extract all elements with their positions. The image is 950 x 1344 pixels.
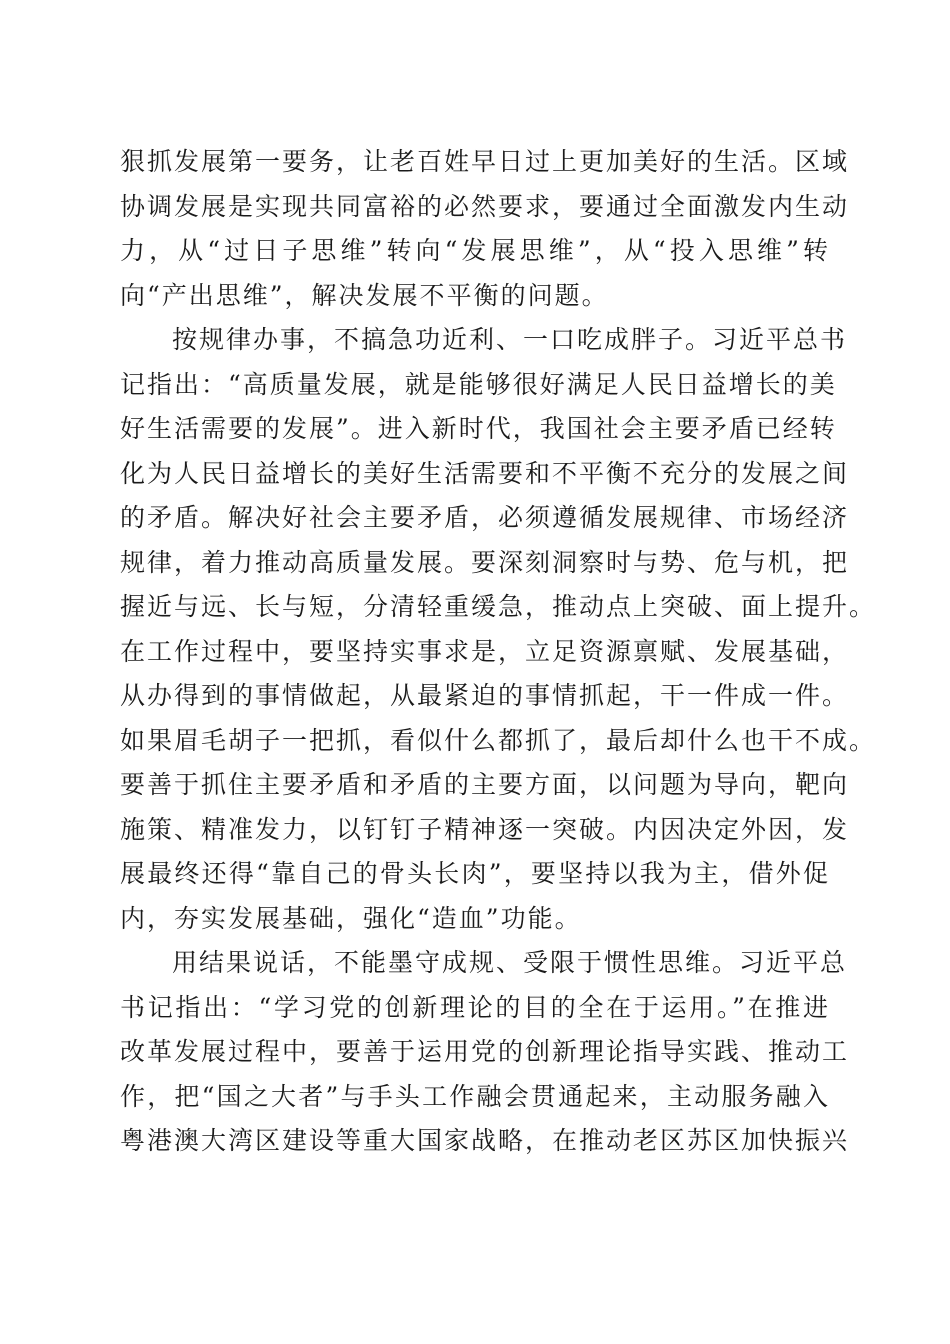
text-line: 改革发展过程中，要善于运用党的创新理论指导实践、推动工 (120, 1037, 850, 1066)
text-line: 握近与远、长与短，分清轻重缓急，推动点上突破、面上提升。 (120, 592, 877, 621)
text-line: 规律，着力推动高质量发展。要深刻洞察时与势、危与机，把 (120, 547, 850, 577)
text-line: 作，把“国之大者”与手头工作融会贯通起来，主动服务融入 (120, 1081, 830, 1111)
text-line: 内，夯实发展基础，强化“造血”功能。 (120, 903, 582, 933)
text-line: 粤港澳大湾区建设等重大国家战略，在推动老区苏区加快振兴 (120, 1126, 850, 1155)
text-line: 力，从“过日子思维”转向“发展思维”，从“投入思维”转 (120, 236, 830, 265)
text-line: 展最终还得“靠自己的骨头长肉”，要坚持以我为主，借外促 (120, 859, 830, 888)
body-text (120, 140, 877, 1164)
text-line: 协调发展是实现共同富裕的必然要求，要通过全面激发内生动 (120, 191, 850, 221)
text-line: 狠抓发展第一要务，让老百姓早日过上更加美好的生活。区域 (120, 147, 850, 176)
text-line: 的矛盾。解决好社会主要矛盾，必须遵循发展规律、市场经济 (120, 503, 850, 532)
text-line: 好生活需要的发展”。进入新时代，我国社会主要矛盾已经转 (120, 414, 837, 443)
text-line: 要善于抓住主要矛盾和矛盾的主要方面，以问题为导向，靶向 (120, 770, 850, 799)
text-line: 按规律办事，不搞急功近利、一口吃成胖子。习近平总书 (172, 325, 848, 354)
text-line: 用结果说话，不能墨守成规、受限于惯性思维。习近平总 (172, 948, 848, 977)
text-line: 从办得到的事情做起，从最紧迫的事情抓起，干一件成一件。 (120, 681, 850, 710)
text-line: 书记指出：“学习党的创新理论的目的全在于运用。”在推进 (120, 992, 830, 1022)
text-line: 向“产出思维”，解决发展不平衡的问题。 (120, 280, 609, 310)
text-line: 施策、精准发力，以钉钉子精神逐一突破。内因决定外因，发 (120, 814, 850, 844)
text-line: 在工作过程中，要坚持实事求是，立足资源禀赋、发展基础， (120, 636, 850, 666)
text-line: 化为人民日益增长的美好生活需要和不平衡不充分的发展之间 (120, 458, 850, 488)
text-line: 记指出：“高质量发展，就是能够很好满足人民日益增长的美 (120, 369, 837, 399)
text-line: 如果眉毛胡子一把抓，看似什么都抓了，最后却什么也干不成。 (120, 725, 877, 755)
